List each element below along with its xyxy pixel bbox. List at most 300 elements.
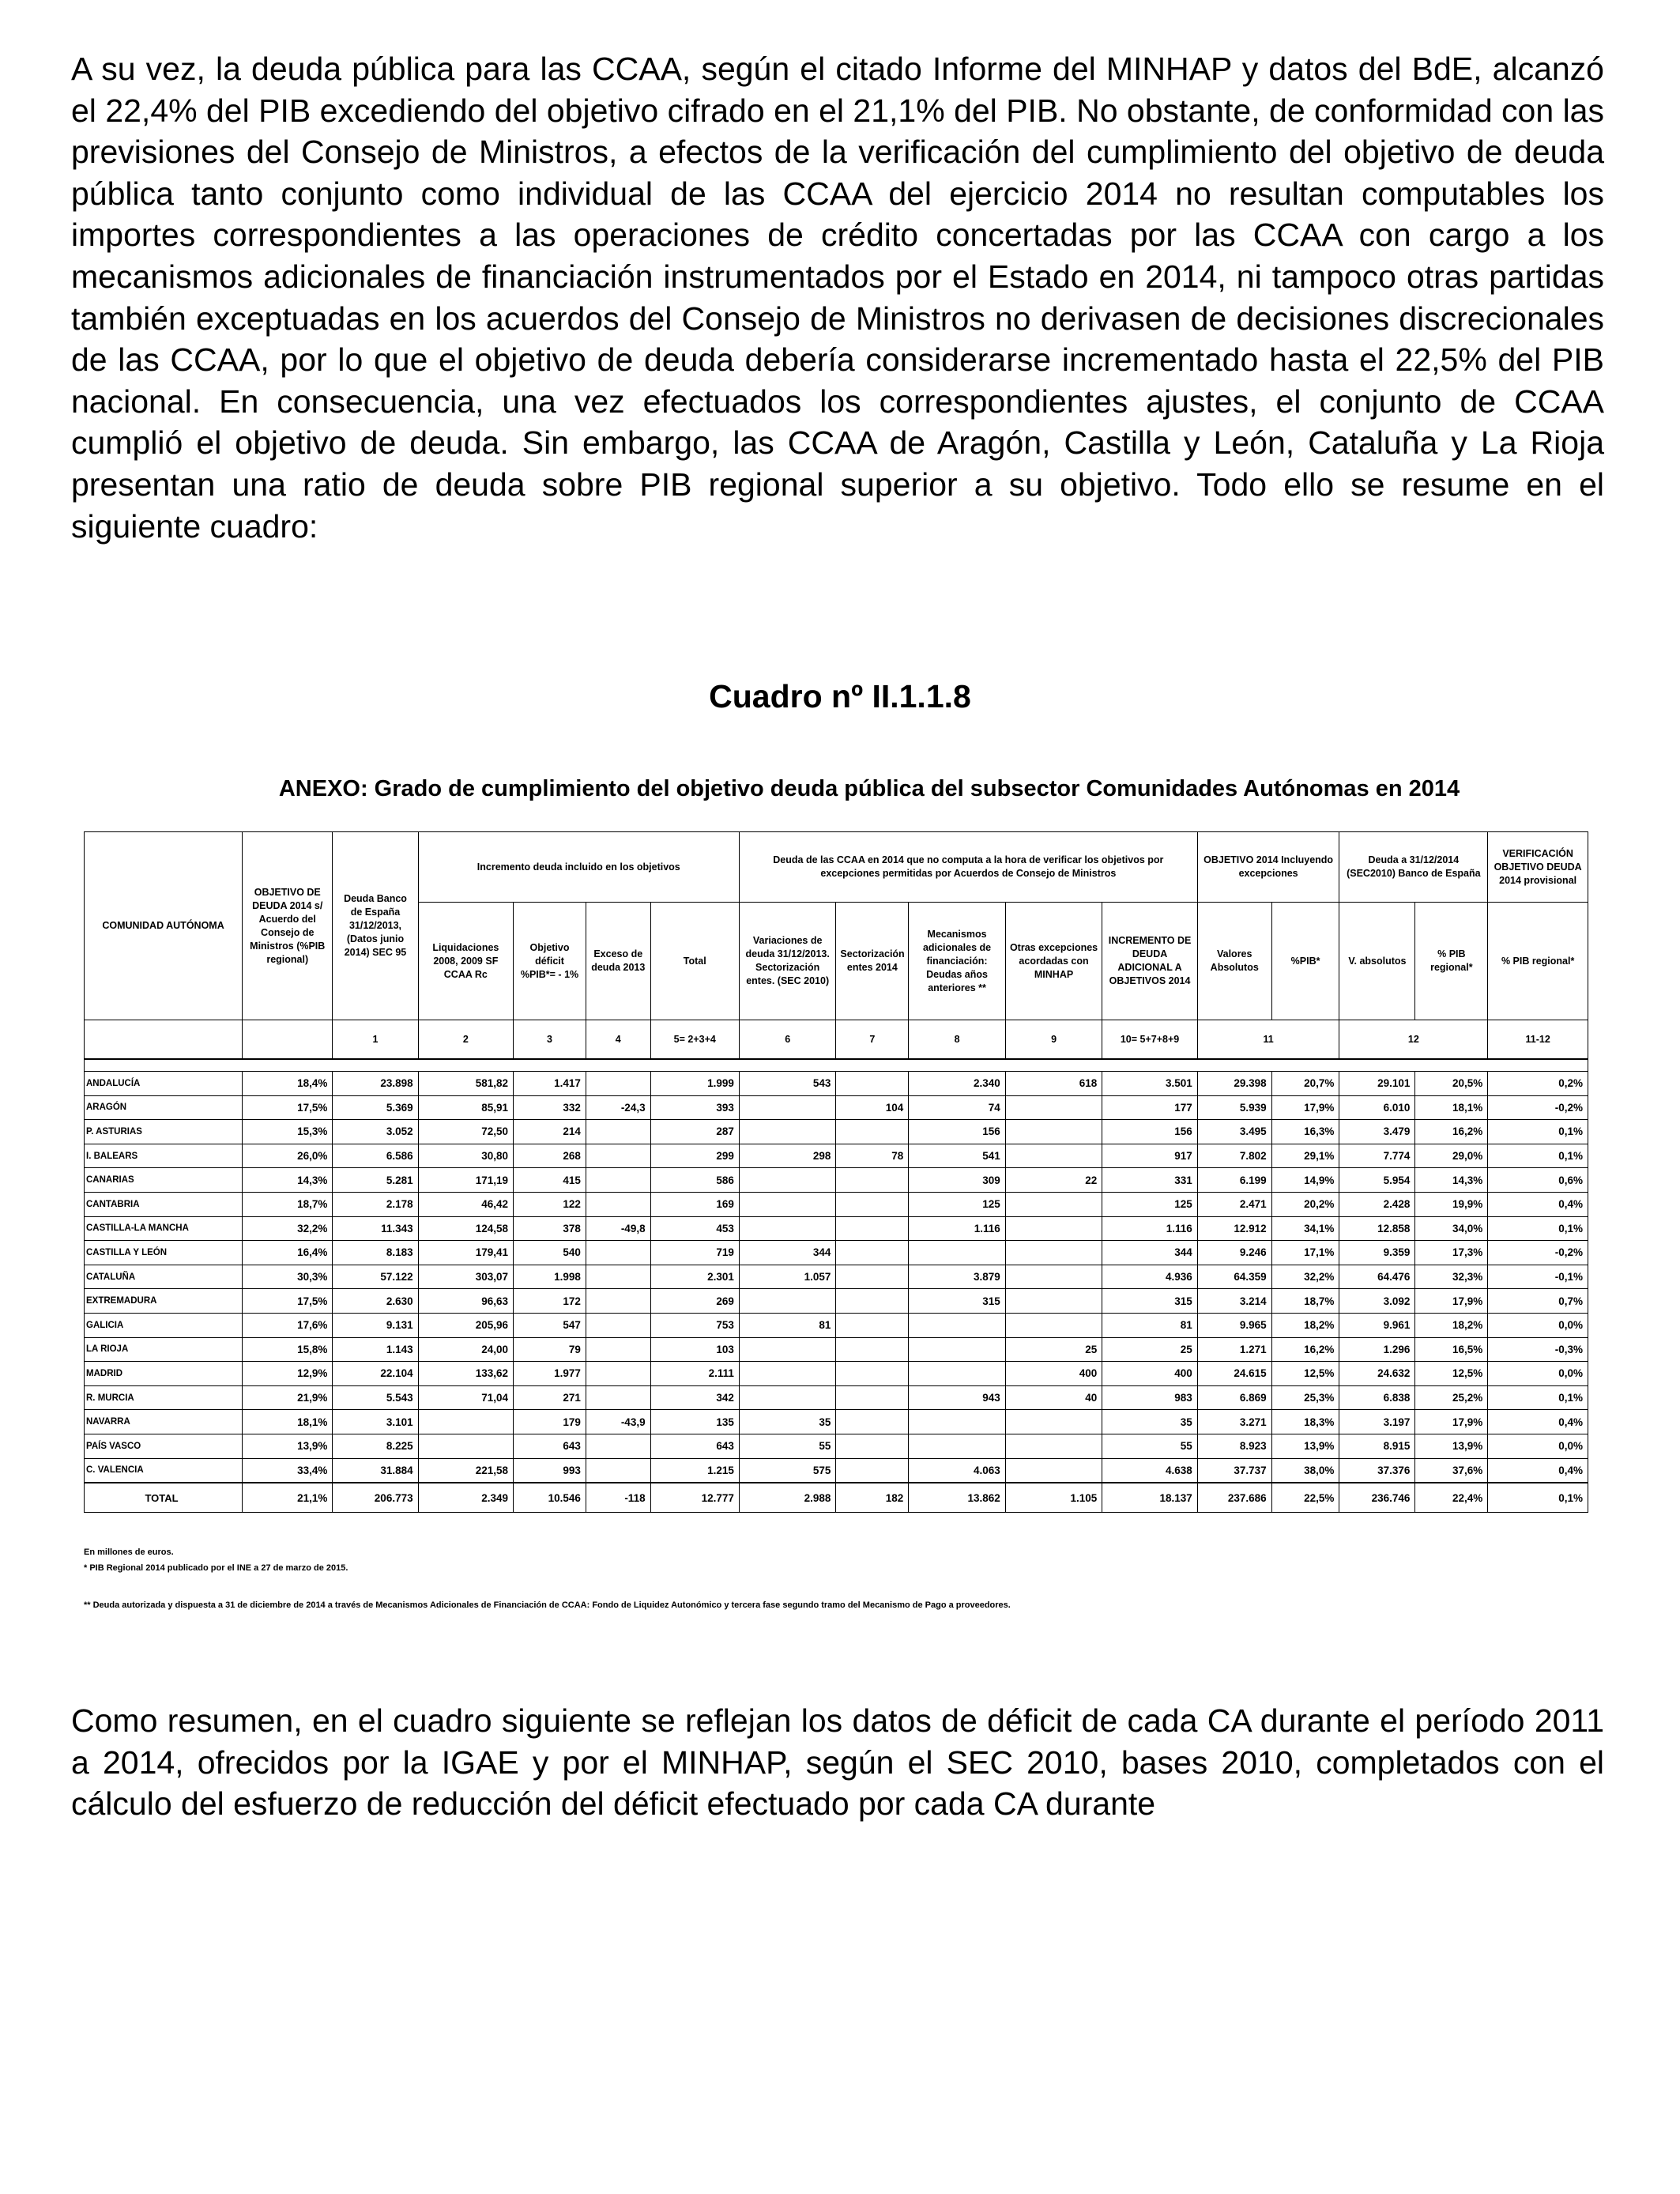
table-cell: 0,2% — [1488, 1072, 1588, 1096]
table-cell: 37,6% — [1415, 1458, 1488, 1483]
table-cell — [1005, 1289, 1102, 1314]
table-cell: 332 — [514, 1095, 586, 1120]
table-cell: 5.543 — [333, 1385, 418, 1410]
header-objetivo-group: OBJETIVO 2014 Incluyendo excepciones — [1197, 832, 1339, 903]
table-cell: 20,7% — [1271, 1072, 1339, 1096]
table-cell: 753 — [650, 1313, 739, 1337]
table-cell — [836, 1168, 909, 1193]
table-cell: 0,4% — [1488, 1410, 1588, 1434]
table-cell: 78 — [836, 1144, 909, 1168]
table-cell: 719 — [650, 1241, 739, 1265]
table-cell: 315 — [1102, 1289, 1197, 1314]
column-number: 8 — [909, 1020, 1006, 1060]
table-cell — [836, 1289, 909, 1314]
table-cell: 25,3% — [1271, 1385, 1339, 1410]
table-cell: 18,7% — [243, 1192, 333, 1216]
table-cell — [1005, 1241, 1102, 1265]
table-cell: 344 — [739, 1241, 836, 1265]
table-cell — [909, 1434, 1006, 1458]
table-cell — [836, 1265, 909, 1289]
table-cell: 156 — [909, 1120, 1006, 1144]
table-cell: 25 — [1005, 1337, 1102, 1362]
table-cell: 331 — [1102, 1168, 1197, 1193]
table-row — [85, 1095, 1588, 1120]
table-cell: 3.197 — [1339, 1410, 1415, 1434]
table-cell: 3.495 — [1197, 1120, 1271, 1144]
table-cell: 9.965 — [1197, 1313, 1271, 1337]
table-cell: 378 — [514, 1216, 586, 1241]
table-cell — [586, 1192, 650, 1216]
table-cell — [909, 1410, 1006, 1434]
table-cell — [909, 1313, 1006, 1337]
header-total: Total — [650, 903, 739, 1020]
table-cell: 85,91 — [418, 1095, 513, 1120]
table-cell: 8.915 — [1339, 1434, 1415, 1458]
header-deuda-group: Deuda a 31/12/2014 (SEC2010) Banco de España — [1339, 832, 1488, 903]
header-v-absolutos: V. absolutos — [1339, 903, 1415, 1020]
table-cell: 24,00 — [418, 1337, 513, 1362]
region-cell: TOTAL — [85, 1483, 243, 1513]
table-cell — [418, 1410, 513, 1434]
table-cell: 0,0% — [1488, 1362, 1588, 1386]
table-cell: 18,4% — [243, 1072, 333, 1096]
table-cell: 2.471 — [1197, 1192, 1271, 1216]
table-cell: 18,3% — [1271, 1410, 1339, 1434]
table-cell: 79 — [514, 1337, 586, 1362]
table-cell: 1.116 — [1102, 1216, 1197, 1241]
region-cell: PAÍS VASCO — [85, 1434, 243, 1458]
table-cell: 1.105 — [1005, 1483, 1102, 1513]
footnote-mecanismos: ** Deuda autorizada y dispuesta a 31 de diciembre de 2014 a través de Mecanismos Adicionales de Financiación de CCAA: Fondo de Liquidez Autonómico y tercera fase segundo tramo del Mecanismo de Pago a proveedores. — [84, 1600, 1011, 1610]
table-cell — [739, 1120, 836, 1144]
table-cell: 303,07 — [418, 1265, 513, 1289]
column-number: 2 — [418, 1020, 513, 1060]
table-cell: 169 — [650, 1192, 739, 1216]
table-cell: 993 — [514, 1458, 586, 1483]
table-cell — [1005, 1313, 1102, 1337]
table-cell: 57.122 — [333, 1265, 418, 1289]
table-cell — [739, 1168, 836, 1193]
column-number: 1 — [333, 1020, 418, 1060]
table-cell — [586, 1120, 650, 1144]
table-cell: 12,5% — [1271, 1362, 1339, 1386]
header-incremento-group: Incremento deuda incluido en los objetivos — [418, 832, 739, 903]
table-cell: 14,9% — [1271, 1168, 1339, 1193]
table-cell: 16,3% — [1271, 1120, 1339, 1144]
column-number: 9 — [1005, 1020, 1102, 1060]
region-cell: CANTABRIA — [85, 1192, 243, 1216]
table-cell: 22 — [1005, 1168, 1102, 1193]
table-cell: 32,2% — [1271, 1265, 1339, 1289]
region-cell: CASTILLA Y LEÓN — [85, 1241, 243, 1265]
table-cell: 3.092 — [1339, 1289, 1415, 1314]
table-cell: 19,9% — [1415, 1192, 1488, 1216]
column-number-row — [85, 1020, 1588, 1060]
table-cell: 8.183 — [333, 1241, 418, 1265]
table-cell: 309 — [909, 1168, 1006, 1193]
table-cell: 20,5% — [1415, 1072, 1488, 1096]
table-cell: 64.476 — [1339, 1265, 1415, 1289]
table-cell: 453 — [650, 1216, 739, 1241]
region-cell: EXTREMADURA — [85, 1289, 243, 1314]
table-cell — [836, 1241, 909, 1265]
header-verificacion-group: VERIFICACIÓN OBJETIVO DEUDA 2014 provisional — [1488, 832, 1588, 903]
table-cell: -0,1% — [1488, 1265, 1588, 1289]
header-incremento-deuda: INCREMENTO DE DEUDA ADICIONAL A OBJETIVOS 2014 — [1102, 903, 1197, 1020]
table-cell: 4.638 — [1102, 1458, 1197, 1483]
table-cell — [909, 1337, 1006, 1362]
table-row — [85, 1410, 1588, 1434]
table-cell: 12.912 — [1197, 1216, 1271, 1241]
table-cell: 71,04 — [418, 1385, 513, 1410]
table-cell — [739, 1385, 836, 1410]
header-objetivo-deficit: Objetivo déficit %PIB*= - 1% — [514, 903, 586, 1020]
table-cell: 133,62 — [418, 1362, 513, 1386]
table-cell: 13.862 — [909, 1483, 1006, 1513]
table-cell — [586, 1072, 650, 1096]
table-cell: 32,2% — [243, 1216, 333, 1241]
table-cell — [739, 1192, 836, 1216]
footnote-pib: * PIB Regional 2014 publicado por el INE a 27 de marzo de 2015. — [84, 1563, 348, 1573]
table-cell: 2.988 — [739, 1483, 836, 1513]
table-cell: 643 — [650, 1434, 739, 1458]
table-cell: 37.376 — [1339, 1458, 1415, 1483]
table-cell: 55 — [1102, 1434, 1197, 1458]
region-cell: R. MURCIA — [85, 1385, 243, 1410]
table-cell: 586 — [650, 1168, 739, 1193]
table-cell — [739, 1362, 836, 1386]
table-cell: 2.428 — [1339, 1192, 1415, 1216]
table-cell: 40 — [1005, 1385, 1102, 1410]
table-cell: 5.281 — [333, 1168, 418, 1193]
table-cell: 1.998 — [514, 1265, 586, 1289]
table-cell: 30,3% — [243, 1265, 333, 1289]
header-spacer — [85, 1059, 1588, 1072]
table-cell — [586, 1362, 650, 1386]
table-cell: -24,3 — [586, 1095, 650, 1120]
body-paragraph-summary: Como resumen, en el cuadro siguiente se reflejan los datos de déficit de cada CA durante el período 2011 a 2014, ofrecidos por la IGAE y por el MINHAP, según el SEC 2010, bases 2010, completados con el cálculo del esfuerzo de reducción del déficit efectuado por cada CA durante — [71, 1702, 1604, 1823]
table-cell — [418, 1434, 513, 1458]
footnote-units: En millones de euros. — [84, 1547, 174, 1557]
table-cell: 342 — [650, 1385, 739, 1410]
table-cell: 156 — [1102, 1120, 1197, 1144]
table-cell: 12.777 — [650, 1483, 739, 1513]
region-cell: ARAGÓN — [85, 1095, 243, 1120]
column-number: 11 — [1197, 1020, 1339, 1060]
table-cell — [1005, 1265, 1102, 1289]
table-cell — [909, 1241, 1006, 1265]
table-cell: 172 — [514, 1289, 586, 1314]
table-cell — [836, 1120, 909, 1144]
table-cell: 3.214 — [1197, 1289, 1271, 1314]
column-number: 12 — [1339, 1020, 1488, 1060]
table-cell: 1.116 — [909, 1216, 1006, 1241]
header-sectorizacion: Sectorización entes 2014 — [836, 903, 909, 1020]
table-cell: 18,1% — [1415, 1095, 1488, 1120]
table-cell: 16,4% — [243, 1241, 333, 1265]
region-cell: CANARIAS — [85, 1168, 243, 1193]
table-cell: 29.101 — [1339, 1072, 1415, 1096]
header-deuda-bde: Deuda Banco de España 31/12/2013, (Datos junio 2014) SEC 95 — [333, 832, 418, 1020]
table-cell: 18,1% — [243, 1410, 333, 1434]
table-cell: 0,1% — [1488, 1385, 1588, 1410]
table-cell: 124,58 — [418, 1216, 513, 1241]
table-cell — [739, 1337, 836, 1362]
table-cell: 0,4% — [1488, 1458, 1588, 1483]
table-cell: 0,1% — [1488, 1216, 1588, 1241]
table-cell: 11.343 — [333, 1216, 418, 1241]
table-cell: 547 — [514, 1313, 586, 1337]
region-cell: GALICIA — [85, 1313, 243, 1337]
annex-title: ANEXO: Grado de cumplimiento del objetivo deuda pública del subsector Comunidades Autónomas en 2014 — [278, 776, 1460, 801]
table-cell — [586, 1434, 650, 1458]
table-cell: 24.615 — [1197, 1362, 1271, 1386]
table-row — [85, 1458, 1588, 1483]
table-cell: -0,2% — [1488, 1241, 1588, 1265]
region-cell: ANDALUCÍA — [85, 1072, 243, 1096]
table-cell: 643 — [514, 1434, 586, 1458]
table-cell: 9.246 — [1197, 1241, 1271, 1265]
region-cell: MADRID — [85, 1362, 243, 1386]
table-cell: 917 — [1102, 1144, 1197, 1168]
table-cell: 13,9% — [1271, 1434, 1339, 1458]
header-mecanismos: Mecanismos adicionales de financiación: Deudas años anteriores ** — [909, 903, 1006, 1020]
table-cell — [586, 1458, 650, 1483]
header-liquidaciones: Liquidaciones 2008, 2009 SF CCAA Rc — [418, 903, 513, 1020]
table-cell: 37.737 — [1197, 1458, 1271, 1483]
header-pib-regional-verificacion: % PIB regional* — [1488, 903, 1588, 1020]
table-cell: 17,9% — [1271, 1095, 1339, 1120]
table-cell: 81 — [1102, 1313, 1197, 1337]
table-cell: 22.104 — [333, 1362, 418, 1386]
region-cell: NAVARRA — [85, 1410, 243, 1434]
header-exceso: Exceso de deuda 2013 — [586, 903, 650, 1020]
table-cell: 12.858 — [1339, 1216, 1415, 1241]
table-cell: 1.296 — [1339, 1337, 1415, 1362]
header-otras: Otras excepciones acordadas con MINHAP — [1005, 903, 1102, 1020]
column-number: 4 — [586, 1020, 650, 1060]
table-cell: 6.586 — [333, 1144, 418, 1168]
table-cell: 0,6% — [1488, 1168, 1588, 1193]
table-cell: 2.630 — [333, 1289, 418, 1314]
table-cell: 2.178 — [333, 1192, 418, 1216]
table-cell — [586, 1289, 650, 1314]
table-cell: -0,2% — [1488, 1095, 1588, 1120]
table-cell: 8.225 — [333, 1434, 418, 1458]
table-cell: 20,2% — [1271, 1192, 1339, 1216]
table-row — [85, 1120, 1588, 1144]
table-cell — [1005, 1144, 1102, 1168]
table-cell — [836, 1072, 909, 1096]
region-cell: I. BALEARS — [85, 1144, 243, 1168]
table-cell: 17,5% — [243, 1095, 333, 1120]
table-cell: 17,3% — [1415, 1241, 1488, 1265]
table-cell: 81 — [739, 1313, 836, 1337]
table-cell: 34,1% — [1271, 1216, 1339, 1241]
table-cell — [836, 1434, 909, 1458]
table-cell: 13,9% — [1415, 1434, 1488, 1458]
table-cell — [836, 1385, 909, 1410]
table-cell: 17,6% — [243, 1313, 333, 1337]
table-cell: 30,80 — [418, 1144, 513, 1168]
table-cell: 4.063 — [909, 1458, 1006, 1483]
table-cell: 236.746 — [1339, 1483, 1415, 1513]
table-cell: 6.199 — [1197, 1168, 1271, 1193]
table-cell: 5.369 — [333, 1095, 418, 1120]
table-cell: 182 — [836, 1483, 909, 1513]
table-cell — [1005, 1410, 1102, 1434]
table-cell: 171,19 — [418, 1168, 513, 1193]
annex-table-header — [85, 832, 1588, 1072]
table-cell: 6.869 — [1197, 1385, 1271, 1410]
table-cell: 0,0% — [1488, 1313, 1588, 1337]
table-cell: 31.884 — [333, 1458, 418, 1483]
table-cell: 12,9% — [243, 1362, 333, 1386]
table-cell: 21,9% — [243, 1385, 333, 1410]
table-cell: 74 — [909, 1095, 1006, 1120]
table-cell — [1005, 1458, 1102, 1483]
table-cell: 205,96 — [418, 1313, 513, 1337]
table-cell: 268 — [514, 1144, 586, 1168]
table-cell: 125 — [1102, 1192, 1197, 1216]
table-cell: 271 — [514, 1385, 586, 1410]
header-pib: %PIB* — [1271, 903, 1339, 1020]
table-cell: 237.686 — [1197, 1483, 1271, 1513]
table-caption: Cuadro nº II.1.1.8 — [709, 678, 971, 714]
table-cell: 17,9% — [1415, 1410, 1488, 1434]
table-cell: 5.954 — [1339, 1168, 1415, 1193]
table-cell: 269 — [650, 1289, 739, 1314]
table-cell: 581,82 — [418, 1072, 513, 1096]
table-cell: 125 — [909, 1192, 1006, 1216]
table-cell: 3.052 — [333, 1120, 418, 1144]
annex-table — [84, 831, 1588, 1513]
column-number: 5= 2+3+4 — [650, 1020, 739, 1060]
header-pib-regional: % PIB regional* — [1415, 903, 1488, 1020]
table-cell: 1.999 — [650, 1072, 739, 1096]
table-cell: 26,0% — [243, 1144, 333, 1168]
annex-table-body — [85, 1072, 1588, 1513]
table-cell: 8.923 — [1197, 1434, 1271, 1458]
table-cell: 22,5% — [1271, 1483, 1339, 1513]
table-cell: 16,2% — [1271, 1337, 1339, 1362]
table-cell: 983 — [1102, 1385, 1197, 1410]
table-row — [85, 1313, 1588, 1337]
table-cell: 64.359 — [1197, 1265, 1271, 1289]
table-cell — [1005, 1216, 1102, 1241]
table-cell — [836, 1216, 909, 1241]
column-number-blank — [85, 1020, 243, 1060]
table-cell — [739, 1289, 836, 1314]
column-number: 6 — [739, 1020, 836, 1060]
table-cell: 25 — [1102, 1337, 1197, 1362]
table-cell: 34,0% — [1415, 1216, 1488, 1241]
table-cell: -43,9 — [586, 1410, 650, 1434]
table-cell: 2.301 — [650, 1265, 739, 1289]
table-cell: 0,7% — [1488, 1289, 1588, 1314]
table-cell: 14,3% — [1415, 1168, 1488, 1193]
table-cell: 393 — [650, 1095, 739, 1120]
table-cell: 7.774 — [1339, 1144, 1415, 1168]
table-cell: 206.773 — [333, 1483, 418, 1513]
table-cell: 299 — [650, 1144, 739, 1168]
table-total-row — [85, 1483, 1588, 1513]
table-cell — [586, 1168, 650, 1193]
table-cell: 103 — [650, 1337, 739, 1362]
table-cell: 0,1% — [1488, 1483, 1588, 1513]
table-row — [85, 1265, 1588, 1289]
table-cell — [836, 1313, 909, 1337]
region-cell: LA RIOJA — [85, 1337, 243, 1362]
table-cell: 18,2% — [1415, 1313, 1488, 1337]
table-cell — [909, 1362, 1006, 1386]
table-cell: 6.010 — [1339, 1095, 1415, 1120]
table-cell: 543 — [739, 1072, 836, 1096]
table-row — [85, 1434, 1588, 1458]
table-cell: 10.546 — [514, 1483, 586, 1513]
table-cell — [586, 1337, 650, 1362]
table-cell: 344 — [1102, 1241, 1197, 1265]
table-cell: 135 — [650, 1410, 739, 1434]
table-cell: 1.271 — [1197, 1337, 1271, 1362]
header-no-computa-group: Deuda de las CCAA en 2014 que no computa a la hora de verificar los objetivos por excepciones permitidas por Acuerdos de Consejo de Ministros — [739, 832, 1197, 903]
table-cell: 72,50 — [418, 1120, 513, 1144]
table-cell: 315 — [909, 1289, 1006, 1314]
table-cell: 3.479 — [1339, 1120, 1415, 1144]
table-cell: 18.137 — [1102, 1483, 1197, 1513]
region-cell: CASTILLA-LA MANCHA — [85, 1216, 243, 1241]
table-cell: 17,9% — [1415, 1289, 1488, 1314]
table-cell: 2.111 — [650, 1362, 739, 1386]
table-cell: 1.417 — [514, 1072, 586, 1096]
table-cell: 35 — [1102, 1410, 1197, 1434]
table-cell: 177 — [1102, 1095, 1197, 1120]
table-cell: 29,0% — [1415, 1144, 1488, 1168]
table-cell: 1.057 — [739, 1265, 836, 1289]
table-cell: 3.501 — [1102, 1072, 1197, 1096]
table-cell: 104 — [836, 1095, 909, 1120]
table-cell: -118 — [586, 1483, 650, 1513]
table-cell: -0,3% — [1488, 1337, 1588, 1362]
table-cell: 2.349 — [418, 1483, 513, 1513]
table-cell: 15,3% — [243, 1120, 333, 1144]
table-cell: 25,2% — [1415, 1385, 1488, 1410]
table-cell — [836, 1458, 909, 1483]
table-cell: 6.838 — [1339, 1385, 1415, 1410]
table-cell: 618 — [1005, 1072, 1102, 1096]
table-cell: 32,3% — [1415, 1265, 1488, 1289]
table-cell: 3.101 — [333, 1410, 418, 1434]
header-comunidad: COMUNIDAD AUTÓNOMA — [85, 832, 243, 1020]
table-cell — [836, 1410, 909, 1434]
table-cell: 9.131 — [333, 1313, 418, 1337]
table-cell: 55 — [739, 1434, 836, 1458]
table-cell: 9.961 — [1339, 1313, 1415, 1337]
table-row — [85, 1337, 1588, 1362]
table-cell: 400 — [1005, 1362, 1102, 1386]
table-cell — [836, 1337, 909, 1362]
table-cell: 22,4% — [1415, 1483, 1488, 1513]
column-number: 10= 5+7+8+9 — [1102, 1020, 1197, 1060]
table-cell: 9.359 — [1339, 1241, 1415, 1265]
table-cell: 16,2% — [1415, 1120, 1488, 1144]
table-cell: 16,5% — [1415, 1337, 1488, 1362]
table-cell: 46,42 — [418, 1192, 513, 1216]
table-cell — [1005, 1192, 1102, 1216]
header-valores-absolutos: Valores Absolutos — [1197, 903, 1271, 1020]
table-cell: 1.143 — [333, 1337, 418, 1362]
table-cell — [586, 1144, 650, 1168]
